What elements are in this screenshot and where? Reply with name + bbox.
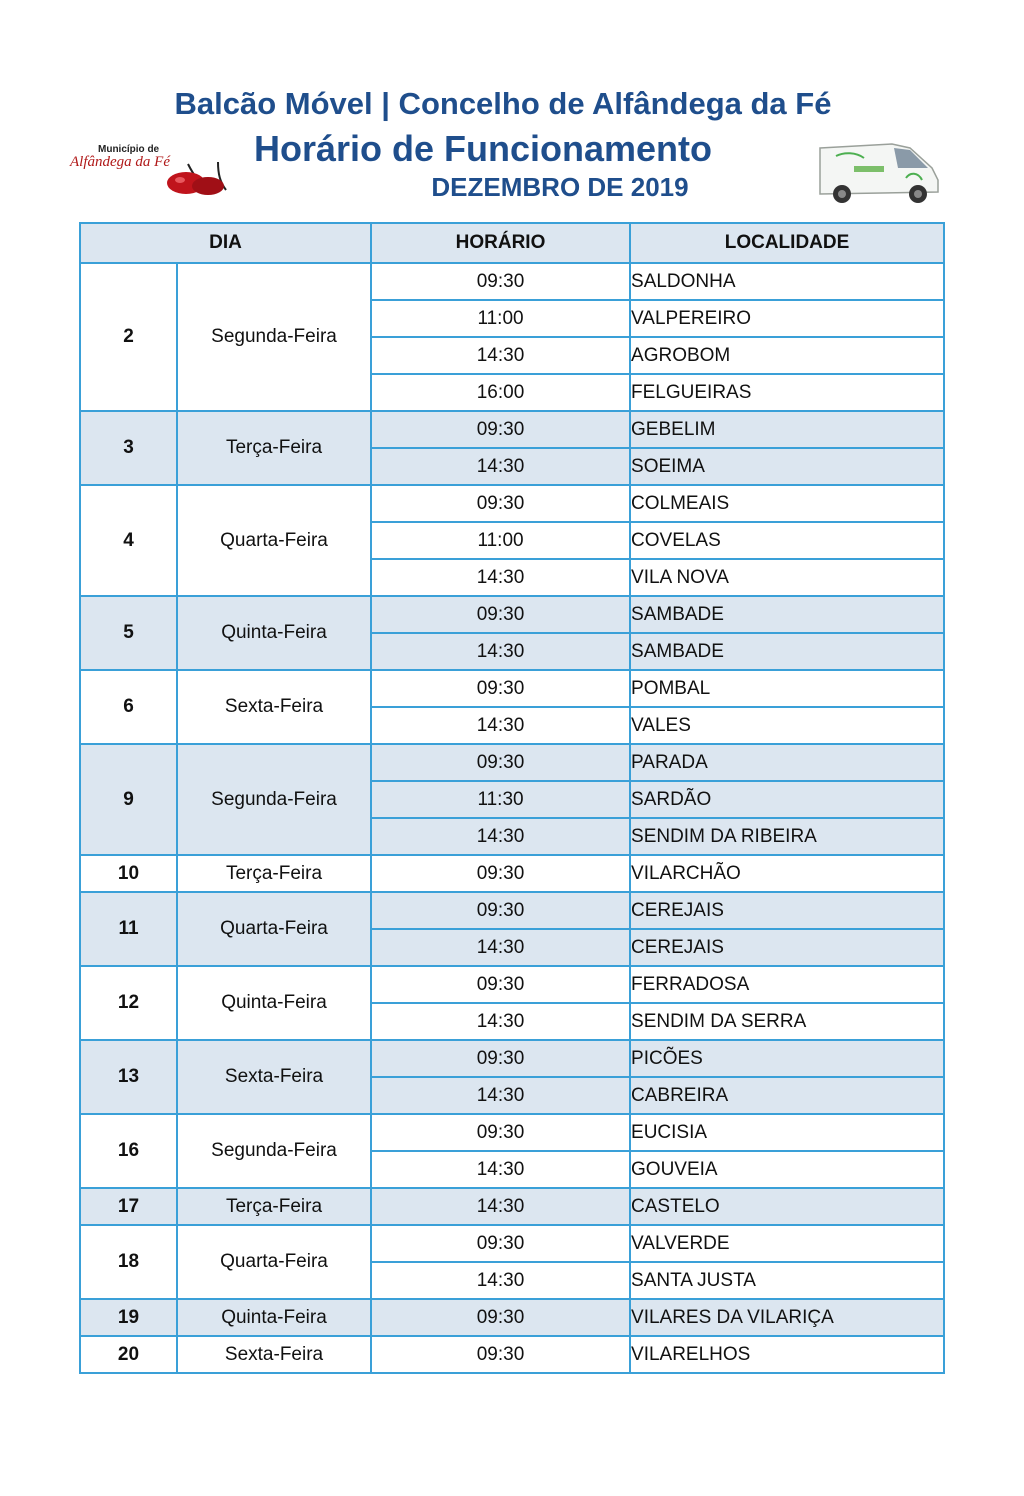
location-cell: VALPEREIRO [630,300,944,337]
time-cell: 09:30 [371,411,630,448]
location-cell: SALDONHA [630,263,944,300]
weekday: Quarta-Feira [177,485,371,596]
time-cell: 09:30 [371,670,630,707]
location-cell: COLMEAIS [630,485,944,522]
time-cell: 11:30 [371,781,630,818]
location-cell: SANTA JUSTA [630,1262,944,1299]
weekday: Sexta-Feira [177,1040,371,1114]
time-cell: 09:30 [371,1225,630,1262]
day-number: 13 [80,1040,177,1114]
weekday: Segunda-Feira [177,744,371,855]
weekday: Segunda-Feira [177,1114,371,1188]
weekday: Quarta-Feira [177,892,371,966]
location-cell: SARDÃO [630,781,944,818]
weekday: Sexta-Feira [177,670,371,744]
time-cell: 11:00 [371,522,630,559]
day-number: 16 [80,1114,177,1188]
time-cell: 14:30 [371,707,630,744]
time-cell: 09:30 [371,1336,630,1373]
day-number: 10 [80,855,177,892]
table-row [80,966,944,1003]
mobile-office-van-icon [814,128,942,208]
weekday: Quinta-Feira [177,1299,371,1336]
time-cell: 09:30 [371,1299,630,1336]
location-cell: GEBELIM [630,411,944,448]
time-cell: 09:30 [371,596,630,633]
location-cell: SAMBADE [630,633,944,670]
schedule-table [79,222,945,1374]
day-number: 3 [80,411,177,485]
location-cell: AGROBOM [630,337,944,374]
table-row [80,1225,944,1262]
location-cell: CEREJAIS [630,929,944,966]
time-cell: 09:30 [371,892,630,929]
col-header-location: LOCALIDADE [630,223,944,263]
logo-text-script: Alfândega da Fé [70,154,170,170]
time-cell: 09:30 [371,744,630,781]
time-cell: 09:30 [371,263,630,300]
table-row [80,855,944,892]
weekday: Terça-Feira [177,1188,371,1225]
day-number: 20 [80,1336,177,1373]
time-cell: 14:30 [371,559,630,596]
location-cell: GOUVEIA [630,1151,944,1188]
table-row [80,263,944,300]
location-cell: PICÕES [630,1040,944,1077]
day-number: 19 [80,1299,177,1336]
time-cell: 14:30 [371,818,630,855]
day-number: 12 [80,966,177,1040]
table-row [80,1336,944,1373]
col-header-day: DIA [80,223,371,263]
month-title: DEZEMBRO DE 2019 [431,172,689,202]
table-row [80,744,944,781]
weekday: Quinta-Feira [177,966,371,1040]
table-row [80,1188,944,1225]
day-number: 9 [80,744,177,855]
time-cell: 14:30 [371,1188,630,1225]
location-cell: CASTELO [630,1188,944,1225]
location-cell: POMBAL [630,670,944,707]
weekday: Segunda-Feira [177,263,371,411]
location-cell: VALVERDE [630,1225,944,1262]
location-cell: VALES [630,707,944,744]
location-cell: EUCISIA [630,1114,944,1151]
table-row [80,1299,944,1336]
weekday: Sexta-Feira [177,1336,371,1373]
table-row [80,1040,944,1077]
location-cell: CABREIRA [630,1077,944,1114]
location-cell: VILARELHOS [630,1336,944,1373]
schedule-body [80,263,944,1373]
time-cell: 14:30 [371,1262,630,1299]
time-cell: 09:30 [371,485,630,522]
location-cell: FERRADOSA [630,966,944,1003]
location-cell: VILARES DA VILARIÇA [630,1299,944,1336]
table-row [80,485,944,522]
time-cell: 09:30 [371,1040,630,1077]
schedule-title: Horário de Funcionamento [253,128,713,169]
location-cell: VILARCHÃO [630,855,944,892]
time-cell: 09:30 [371,1114,630,1151]
time-cell: 14:30 [371,448,630,485]
day-number: 4 [80,485,177,596]
day-number: 6 [80,670,177,744]
logo-text-top: Município de [98,144,160,155]
location-cell: PARADA [630,744,944,781]
time-cell: 14:30 [371,1151,630,1188]
time-cell: 09:30 [371,855,630,892]
day-number: 5 [80,596,177,670]
location-cell: SENDIM DA SERRA [630,1003,944,1040]
time-cell: 14:30 [371,1077,630,1114]
location-cell: FELGUEIRAS [630,374,944,411]
time-cell: 11:00 [371,300,630,337]
location-cell: CEREJAIS [630,892,944,929]
time-cell: 14:30 [371,633,630,670]
weekday: Quinta-Feira [177,596,371,670]
weekday: Quarta-Feira [177,1225,371,1299]
col-header-time: HORÁRIO [371,223,630,263]
table-row [80,596,944,633]
time-cell: 09:30 [371,966,630,1003]
time-cell: 14:30 [371,337,630,374]
table-row [80,892,944,929]
header-title: Balcão Móvel | Concelho de Alfândega da Fé [174,86,832,121]
weekday: Terça-Feira [177,411,371,485]
time-cell: 14:30 [371,929,630,966]
time-cell: 16:00 [371,374,630,411]
day-number: 18 [80,1225,177,1299]
location-cell: VILA NOVA [630,559,944,596]
location-cell: SOEIMA [630,448,944,485]
location-cell: SENDIM DA RIBEIRA [630,818,944,855]
day-number: 17 [80,1188,177,1225]
day-number: 2 [80,263,177,411]
location-cell: SAMBADE [630,596,944,633]
weekday: Terça-Feira [177,855,371,892]
table-header-row [80,223,944,263]
table-row [80,411,944,448]
table-row [80,670,944,707]
table-row [80,1114,944,1151]
time-cell: 14:30 [371,1003,630,1040]
day-number: 11 [80,892,177,966]
location-cell: COVELAS [630,522,944,559]
